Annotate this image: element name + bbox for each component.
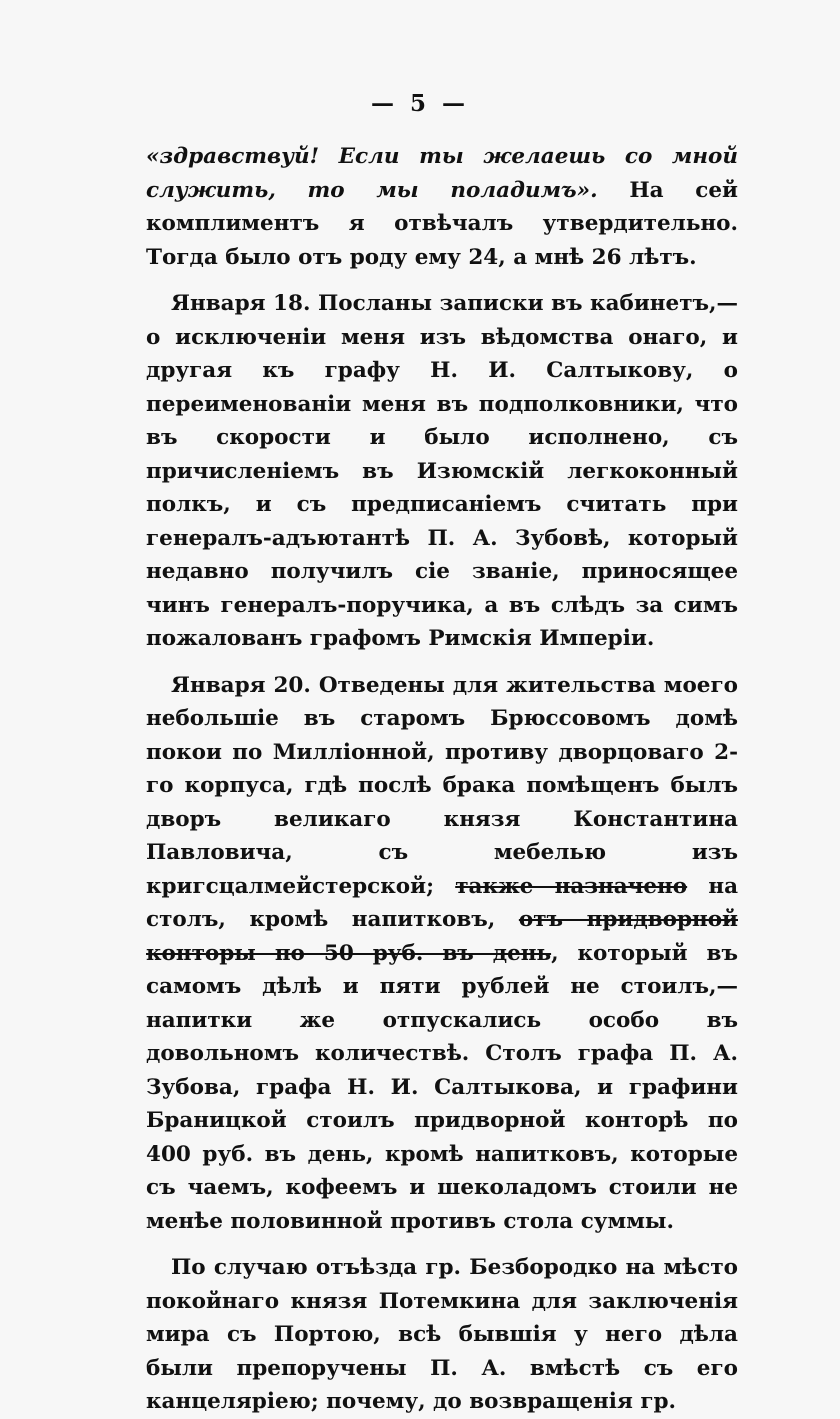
body-text (146, 140, 738, 1419)
paragraph-3 (146, 669, 738, 1239)
paragraph-3-text-c: , который въ самомъ дѣлѣ и пяти рублей не стоилъ,—напитки же отпускались особо въ довольномъ количествѣ. Столъ графа П. А. Зубова, графа Н. И. Салтыкова, и графини Браницкой стоилъ придворной конторѣ по 400 руб. въ день, кромѣ напитковъ, которые съ чаемъ, кофеемъ и шеколадомъ стоили не менѣе половинной противъ стола суммы. (146, 940, 738, 1234)
page-number: — 5 — (370, 90, 470, 117)
quoted-speech: «здравствуй! Если ты желаешь со мной служить, то мы поладимъ». (146, 144, 738, 203)
paragraph-2: Января 18. Посланы записки въ кабинетъ,—о исключеніи меня изъ вѣдомства онаго, и другая къ графу Н. И. Салтыкову, о переименованіи меня въ подполковники, что въ скорости и было исполнено, съ причисленіемъ въ Изюмскій легкоконный полкъ, и съ предписаніемъ считать при генералъ-адъютантѣ П. А. Зубовѣ, который недавно получилъ сіе званіе, приносящее чинъ генералъ-поручика, а въ слѣдъ за симъ пожалованъ графомъ Римскія Имперіи. (146, 291, 738, 651)
paragraph-4: По случаю отъѣзда гр. Безбородко на мѣсто покойнаго князя Потемкина для заключенія мира съ Портою, всѣ бывшія у него дѣла были препоручены П. А. вмѣстѣ съ его канцеляріею; почему, до возвращенія гр. (146, 1255, 738, 1414)
paragraph-3-text-b: на столъ, кромѣ напитковъ, (146, 873, 739, 932)
paragraph-3-text-a: Января 20. Отведены для жительства моего небольшіе въ старомъ Брюссовомъ домѣ покои по Милліонной, противу дворцоваго 2-го корпуса, гдѣ послѣ брака помѣщенъ былъ дворъ великаго князя Константина Павловича, съ мебелью изъ кригсцалмейстерской; (146, 672, 738, 899)
struck-text-2: отъ придворной конторы по 50 руб. въ день (146, 907, 738, 966)
struck-text-1: также назначено (455, 873, 688, 899)
paragraph-1 (146, 140, 738, 274)
paragraph-1-text: На сей комплиментъ я отвѣчалъ утвердительно. Тогда было отъ роду ему 24, а мнѣ 26 лѣтъ. (146, 177, 738, 270)
